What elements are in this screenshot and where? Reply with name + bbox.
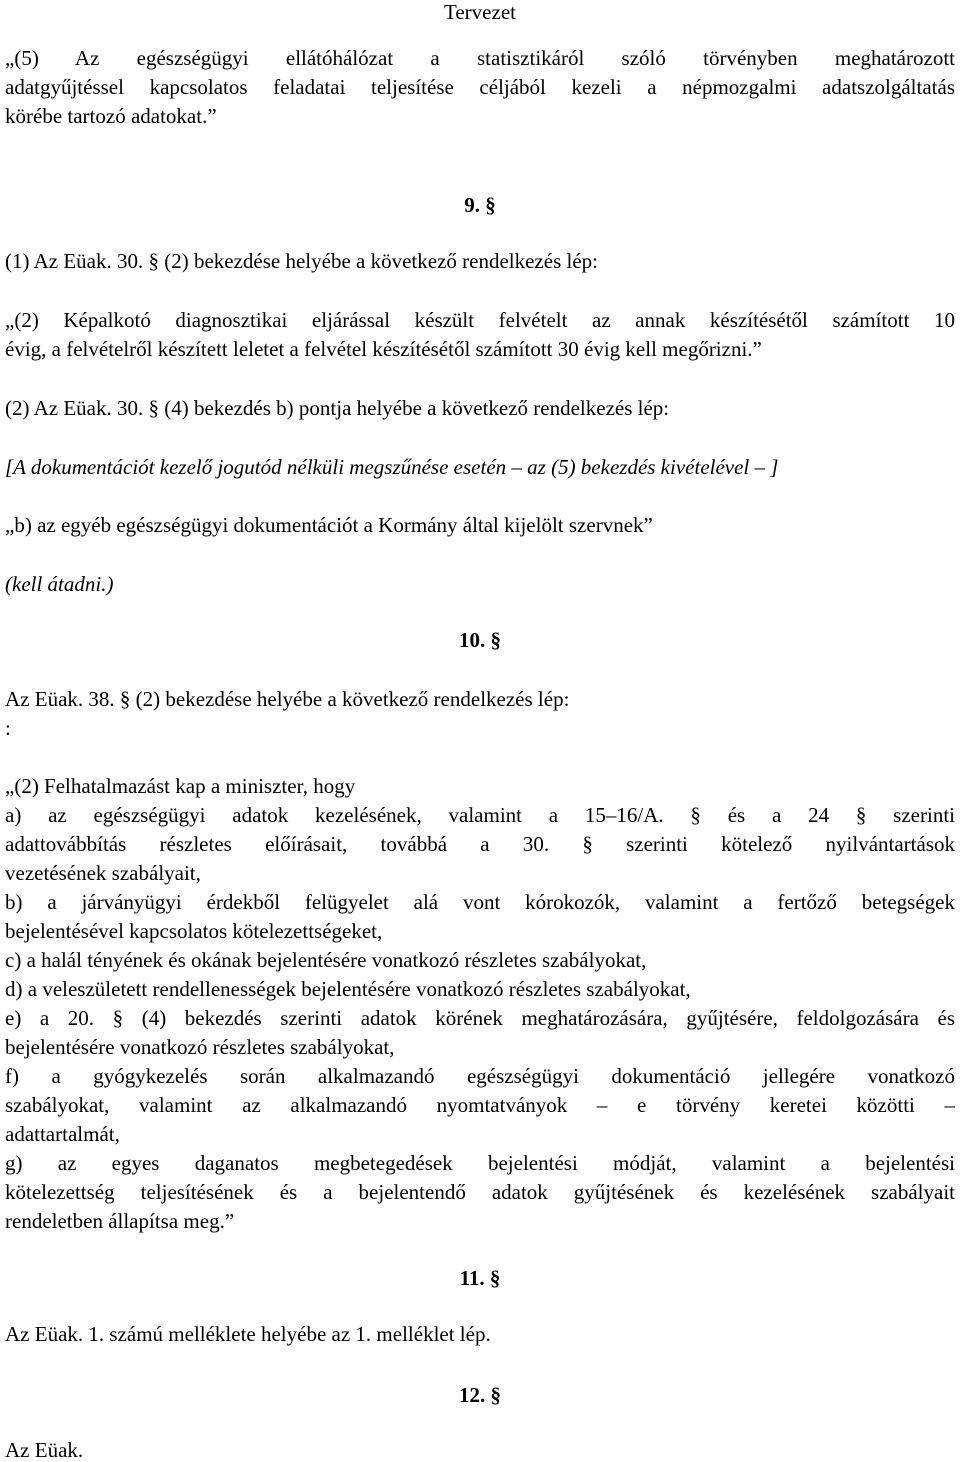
s9-quote-line-2: évig, a felvételről készített leletet a felvétel készítésétől számított 30 évig kell megőrizni.”: [5, 337, 762, 361]
running-header: Tervezet: [444, 0, 516, 24]
s10-colon: :: [5, 716, 11, 740]
section-heading-9: 9. §: [464, 193, 496, 217]
s10-d: d) a veleszületett rendellenességek bejelentésére vonatkozó részletes szabályokat,: [5, 977, 691, 1001]
s10-a-line-3: vezetésének szabályait,: [5, 861, 201, 885]
s12-text: Az Eüak.: [5, 1438, 84, 1462]
s10-g-line-1: g) az egyes daganatos megbetegedések bejelentési módját, valamint a bejelentési: [5, 1151, 955, 1175]
s10-c: c) a halál tényének és okának bejelentésére vonatkozó részletes szabályokat,: [5, 948, 647, 972]
p5-line-2: adatgyűjtéssel kapcsolatos feladatai teljesítése céljából kezeli a népmozgalmi adatszolgáltatás: [5, 75, 955, 99]
s10-g-line-2: kötelezettség teljesítésének és a bejelentendő adatok gyűjtésének és kezelésének szabályait: [5, 1180, 955, 1204]
s11-text: Az Eüak. 1. számú melléklete helyébe az 1. melléklet lép.: [5, 1322, 491, 1346]
s9-point-b: „b) az egyéb egészségügyi dokumentációt a Kormány által kijelölt szervnek”: [5, 513, 653, 537]
s10-e-line-1: e) a 20. § (4) bekezdés szerinti adatok körének meghatározására, gyűjtésére, feldolgozására és: [5, 1006, 955, 1030]
s10-a-line-2: adattovábbítás részletes előírásait, továbbá a 30. § szerinti kötelező nyilvántartások: [5, 832, 955, 856]
s10-g-line-3: rendeletben állapítsa meg.”: [5, 1209, 235, 1233]
s9-point-2: (2) Az Eüak. 30. § (4) bekezdés b) pontja helyébe a következő rendelkezés lép:: [5, 396, 670, 420]
section-heading-10: 10. §: [459, 628, 501, 652]
s9-point-1: (1) Az Eüak. 30. § (2) bekezdése helyébe a következő rendelkezés lép:: [5, 249, 598, 273]
s10-b-line-2: bejelentésével kapcsolatos kötelezettségeket,: [5, 919, 383, 943]
s10-f-line-1: f) a gyógykezelés során alkalmazandó egészségügyi dokumentáció jellegére vonatkozó: [5, 1064, 955, 1088]
p5-line-1: „(5) Az egészségügyi ellátóhálózat a statisztikáról szóló törvényben meghatározott: [5, 46, 955, 70]
s10-f-line-3: adattartalmát,: [5, 1122, 120, 1146]
s10-f-line-2: szabályokat, valamint az alkalmazandó nyomtatványok – e törvény keretei közötti –: [5, 1093, 955, 1117]
s10-e-line-2: bejelentésére vonatkozó részletes szabályokat,: [5, 1035, 395, 1059]
section-heading-12: 12. §: [459, 1383, 501, 1407]
s9-quote-line-1: „(2) Képalkotó diagnosztikai eljárással készült felvételt az annak készítésétől számított 10: [5, 308, 955, 332]
s10-a-line-1: a) az egészségügyi adatok kezelésének, valamint a 15–16/A. § és a 24 § szerinti: [5, 803, 955, 827]
s10-intro: Az Eüak. 38. § (2) bekezdése helyébe a következő rendelkezés lép:: [5, 687, 570, 711]
s10-b-line-1: b) a járványügyi érdekből felügyelet alá vont kórokozók, valamint a fertőző betegségek: [5, 890, 955, 914]
s10-quote-intro: „(2) Felhatalmazást kap a miniszter, hogy: [5, 774, 356, 798]
s9-bracket-text: [A dokumentációt kezelő jogutód nélküli megszűnése esetén – az (5) bekezdés kivételével – ]: [5, 455, 779, 479]
section-heading-11: 11. §: [459, 1266, 501, 1290]
s9-kell-atadni: (kell átadni.): [5, 572, 114, 596]
p5-line-3: körébe tartozó adatokat.”: [5, 104, 217, 128]
